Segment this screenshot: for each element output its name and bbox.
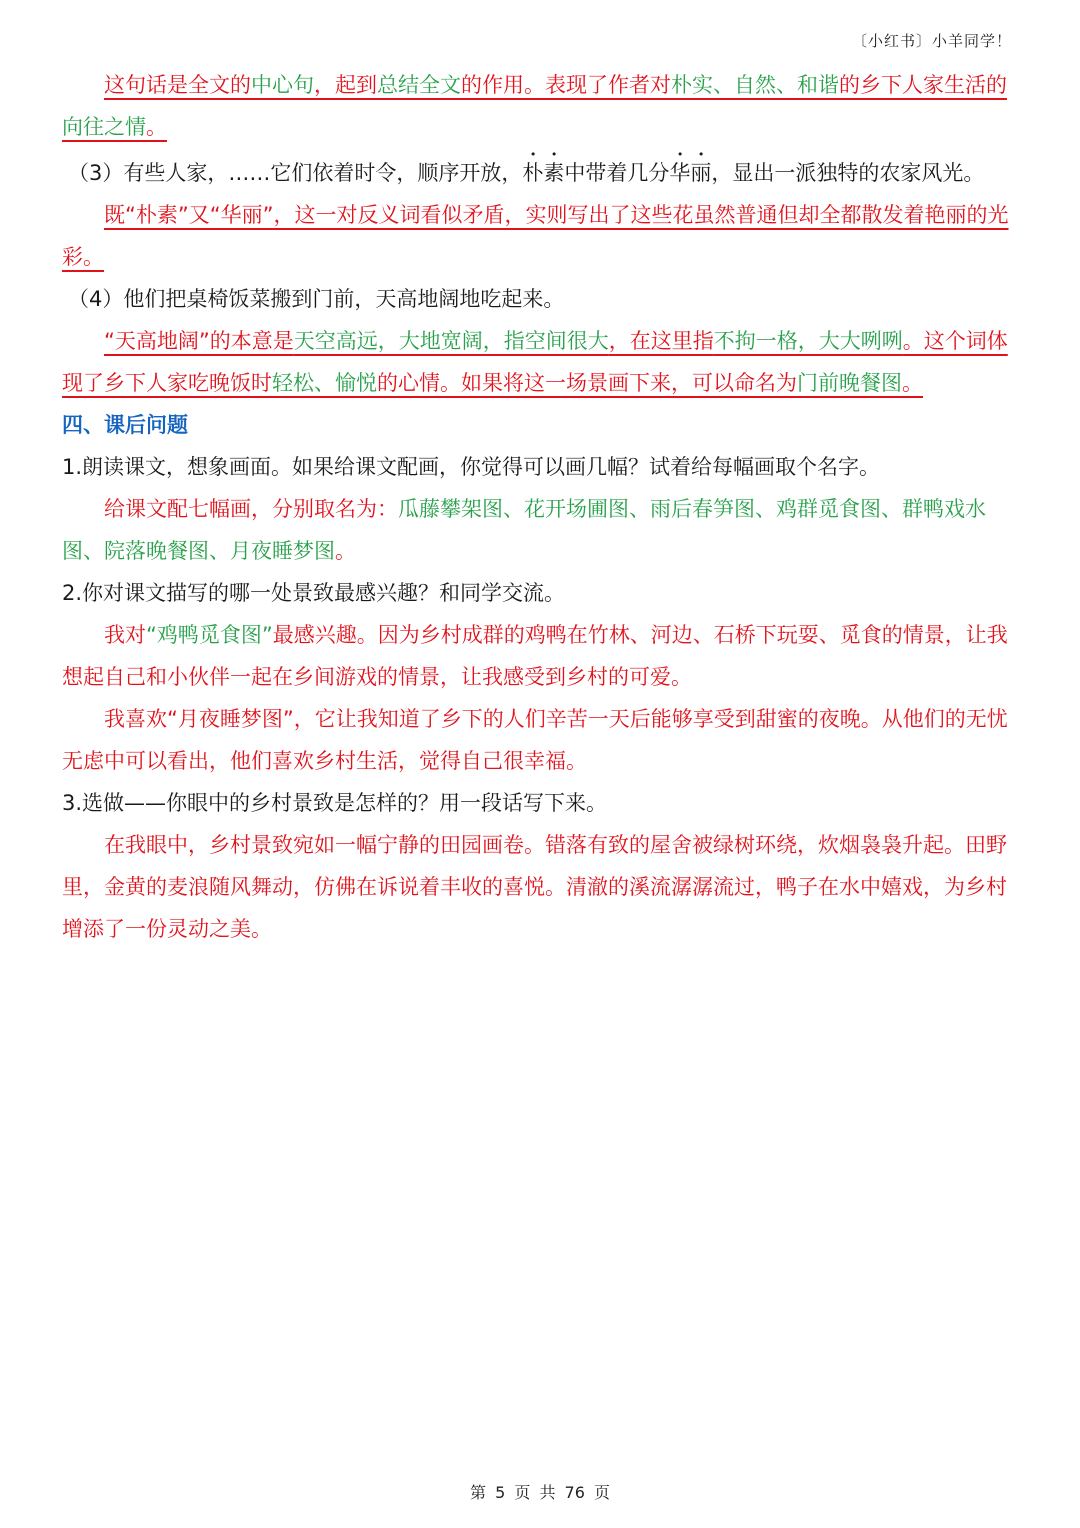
answer-text: 我对 [104,623,146,647]
analysis-paragraph-1 [62,64,1020,148]
answer-text: “天高地阔”的本意是 [104,329,294,353]
question-3: 3.选做——你眼中的乡村景致是怎样的？用一段话写下来。 [62,791,608,815]
answer-1 [62,488,1020,572]
answer-text: 我喜欢“月夜睡梦图”，它让我知道了乡下的人们辛苦一天后能够享受到甜蜜的夜晚。从他们的无忧无虑中可以看出，他们喜欢乡村生活，觉得自己很幸福。 [62,707,1008,773]
answer-text: 。 [335,539,356,563]
emphasis-plain: 朴素 [522,161,565,185]
answer-text: 。 [902,371,923,395]
keyword-text: 朴实、自然、和谐 [671,73,839,97]
answer-text: ，起到 [314,73,377,97]
keyword-text: 总结全文 [377,73,461,97]
answer-text: ，在这里指 [608,329,714,353]
answer-text: 。这个词体现了乡下人家吃晚饭时 [62,329,1008,395]
quote-4: （4）他们把桌椅饭菜搬到门前，天高地阔地吃起来。 [68,287,565,311]
answer-text: 的心情。如果将这一场景画下来，可以命名为 [377,371,797,395]
document-body [62,64,1020,950]
question-1: 1.朗读课文，想象画面。如果给课文配画，你觉得可以画几幅？试着给每幅画取个名字。 [62,455,881,479]
keyword-text: 中心句 [251,73,314,97]
keyword-text: 轻松、愉悦 [272,371,377,395]
keyword-text: 瓜藤攀架图、花开场圃图、雨后春笋图、鸡群觅食图、群鸭戏水图、院落晚餐图、月夜睡梦图 [62,497,986,563]
keyword-text: 门前晚餐图 [797,371,902,395]
analysis-paragraph-3 [62,194,1020,278]
emphasis-gorgeous: 华丽 [669,161,712,185]
answer-2a [62,614,1020,698]
keyword-text: 天空高远，大地宽阔，指空间很大 [293,329,609,353]
answer-text: 在我眼中，乡村景致宛如一幅宁静的田园画卷。错落有致的屋舍被绿树环绕，炊烟袅袅升起。田野里，金黄的麦浪随风舞动，仿佛在诉说着丰收的喜悦。清澈的溪流潺潺流过，鸭子在水中嬉戏，为乡村增添了一份灵动之美。 [62,833,1007,941]
answer-2b [62,698,1020,782]
keyword-text: 不拘一格，大大咧咧 [713,329,903,353]
keyword-text: “鸡鸭觅食图” [146,623,273,647]
answer-text: 的乡下人家生活的 [839,73,1007,97]
answer-text: 最感兴趣。因为乡村成群的鸡鸭在竹林、河边、石桥下玩耍、觅食的情景，让我想起自己和小伙伴一起在乡间游戏的情景，让我感受到乡村的可爱。 [62,623,1008,689]
answer-3 [62,824,1020,950]
page-number: 第 5 页 共 76 页 [470,1483,610,1502]
answer-text: 。 [146,115,167,139]
answer-text: 既“朴素”又“华丽”，这一对反义词看似矛盾，实则写出了这些花虽然普通但却全都散发着艳丽的光彩。 [62,203,1009,269]
answer-text: 给课文配七幅画，分别取名为： [104,497,398,521]
analysis-paragraph-4 [62,320,1020,404]
page-header: 〔小红书〕小羊同学！ [851,32,1012,50]
answer-text: 这句话是全文的 [104,73,251,97]
answer-text: 的作用。表现了作者对 [461,73,671,97]
quote-3: （3）有些人家，……它们依着时令，顺序开放，朴素中带着几分华丽，显出一派独特的农家风光。 [68,161,985,185]
keyword-text: 向往之情 [62,115,146,139]
section-title: 四、课后问题 [62,413,188,437]
question-2: 2.你对课文描写的哪一处景致最感兴趣？和同学交流。 [62,581,566,605]
